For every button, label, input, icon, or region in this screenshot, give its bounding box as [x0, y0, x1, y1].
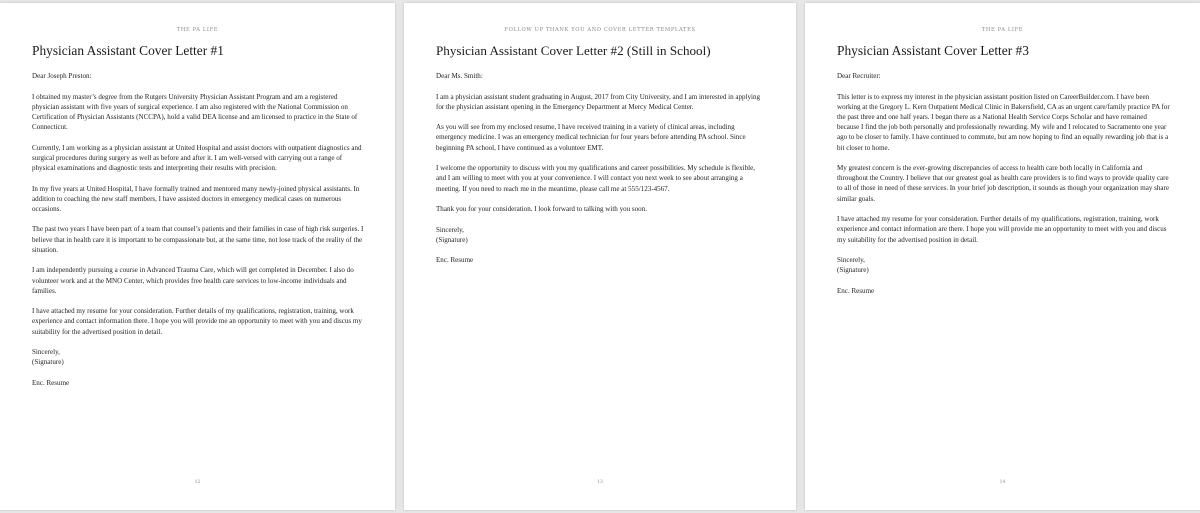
page-number: 13	[597, 480, 603, 485]
paragraph: Thank you for your consideration. I look forward to talking with you soon.	[436, 205, 647, 214]
page-number: 12	[194, 480, 201, 485]
closing: Sincerely,	[837, 256, 865, 265]
paragraph: As you will see from my enclosed resume, I have received training in a variety of clinical areas, including emergency medicine. I was an emergency medical technician for four years before attending PA school. Since beginning PA school, I have continued as a volunteer EMT.	[436, 123, 746, 152]
signature: (Signature)	[837, 266, 869, 275]
running-header: THE PA LIFE	[176, 27, 219, 33]
closing: Sincerely,	[436, 225, 464, 234]
running-header: FOLLOW UP THANK YOU AND COVER LETTER TEMPLATES	[504, 27, 696, 33]
page-1	[0, 3, 395, 510]
signature: (Signature)	[436, 235, 468, 244]
letter-body	[32, 71, 365, 398]
paragraph: I have attached my resume for your consideration. Further details of my qualifications, registration, training, work experience and contact information are there. I hope you will provide me an opportunity to meet with you and discus my suitability for the advertised position in detail.	[837, 215, 1167, 244]
page-3	[805, 3, 1200, 510]
closing: Sincerely,	[32, 348, 60, 357]
enclosure: Enc. Resume	[837, 286, 875, 295]
salutation: Dear Recruiter:	[837, 72, 881, 80]
page-title: Physician Assistant Cover Letter #1	[32, 43, 224, 58]
paragraph: My greatest concern is the ever-growing discrepancies of access to health care both locally in California and throughout the Country. I believe that our greatest goal as health care providers is to find ways to provide quality care to all of those in need of these services. In your brief job description, it sounds as though your organization may share similar goals.	[837, 164, 1169, 203]
running-header: THE PA LIFE	[981, 27, 1024, 33]
paragraph: The past two years I have been part of a team that counsel’s patients and their families in case of high risk surgeries. I believe that in health care it is important to be compassionate but, at the same time, not lose track of the reality of the situation.	[32, 225, 364, 254]
enclosure: Enc. Resume	[32, 378, 70, 387]
paragraph: I welcome the opportunity to discuss with you my qualifications and career possibilities. My schedule is flexible, and I am willing to meet with you at your convenience. I will contact you next week to see about arranging a meeting. If you need to reach me in the meantime, please call me at 555/123-4567.	[436, 164, 756, 193]
paragraph: I obtained my master’s degree from the Rutgers University Physician Assistant Program and am a registered physician assistant with five years of surgical experience. I am also registered with the National Commission on Certification of Physician Assistants (NCCPA), hold a valid DEA license and am licensed to practice in the State of Connecticut.	[32, 92, 358, 132]
page-title: Physician Assistant Cover Letter #3	[837, 43, 1029, 58]
enclosure: Enc. Resume	[436, 256, 474, 265]
salutation: Dear Joseph Preston:	[32, 72, 92, 80]
page-title: Physician Assistant Cover Letter #2 (Still in School)	[436, 43, 711, 58]
salutation: Dear Ms. Smith:	[436, 72, 483, 80]
paragraph: Currently, I am working as a physician assistant at United Hospital and assist doctors with outpatient diagnostics and surgical procedures during surgery as well as before and after it. I am well-versed with carrying out a range of physical examinations and diagnostic tests and interpreting their results with precision.	[32, 143, 362, 173]
letter-body	[436, 71, 766, 276]
paragraph: I am independently pursuing a course in Advanced Trauma Care, which will get completed in December. I also do volunteer work and at the MNO Center, which provides free health care services to low-income individuals and families.	[32, 266, 354, 295]
signature: (Signature)	[32, 358, 64, 367]
paragraph: In my five years at United Hospital, I have formally trained and mentored many newly-joined physical assistants. In addition to coaching the new staff members, I have assisted doctors in emergency medical cases on numerous occasions.	[32, 184, 360, 213]
page-number: 14	[999, 480, 1006, 485]
paragraph: I am a physician assistant student graduating in August, 2017 from City University, and I am interested in applying for the physician assistant opening in the Emergency Department at Mercy Medical Center.	[436, 92, 761, 111]
page-2	[404, 3, 796, 510]
paragraph: I have attached my resume for your consideration. Further details of my qualifications, registration, training, work experience and contact information there. I hope you will provide me an opportunity to meet with you and discus my suitability for the advertised position in detail.	[32, 307, 362, 336]
letter-body	[837, 71, 1170, 306]
paragraph: This letter is to express my interest in the physician assistant position listed on CareerBuilder.com. I have been working at the Gregory L. Kern Outpatient Medical Clinic in Bakersfield, CA as an urgent care/family practice PA for the past three and one half years. I began there as a National Health Service Corps Scholar and have remained because I find the job both personally and professionally rewarding. My wife and I relocated to Sacramento one year ago to be closer to family. I have continued to commute, but am now hoping to find an equally rewarding job that is a bit closer to home.	[837, 92, 1170, 152]
